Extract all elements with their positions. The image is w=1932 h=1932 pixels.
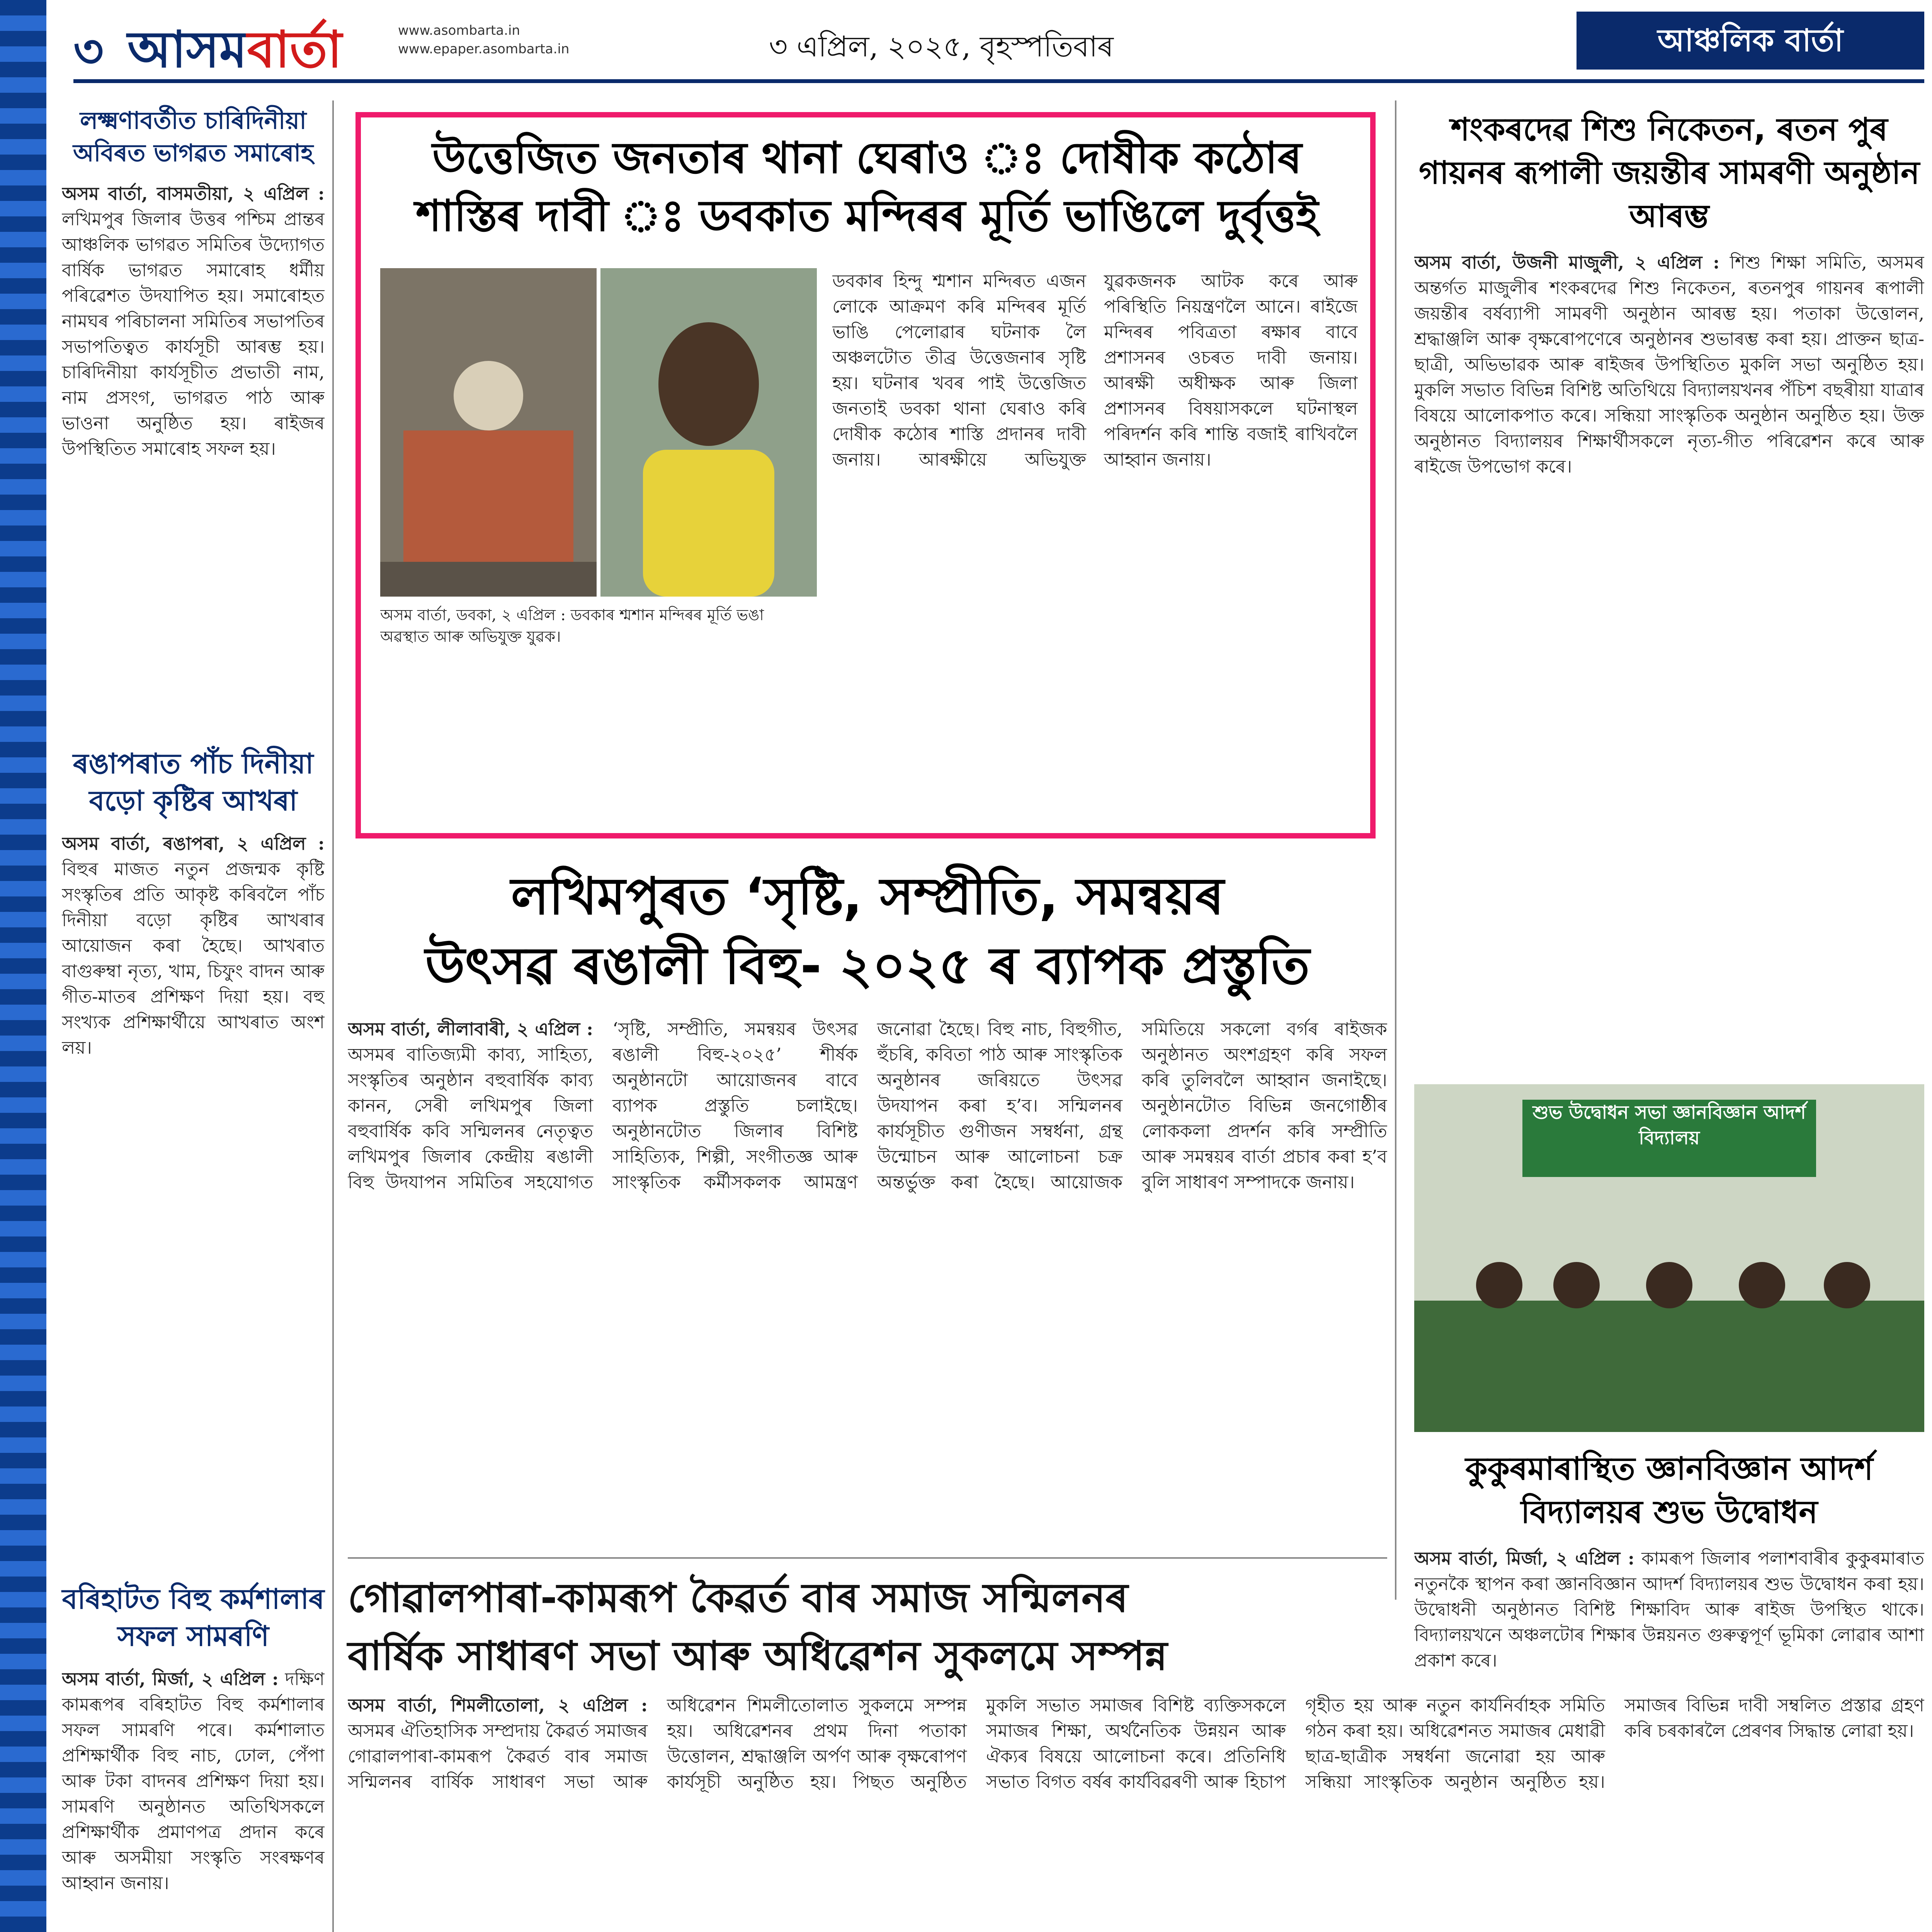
story-divider [348,1557,1387,1559]
story-text: দক্ষিণ কামৰূপৰ বৰিহাটত বিহু কৰ্মশালাৰ সফল সামৰণি পৰে। কৰ্মশালাত প্ৰশিক্ষাৰ্থীক বিহু নাচ, ঢোল, পেঁপা আৰু টকা বাদনৰ প্ৰশিক্ষণ দিয়া হয়। সামৰণি অনুষ্ঠানত অতিথিসকলে প্ৰশিক্ষাৰ্থীক প্ৰমাণপত্ৰ প্ৰদান কৰে আৰু অসমীয়া সংস্কৃতি সংৰক্ষণৰ আহ্বান জনায়। [62,1668,325,1893]
story-headline[interactable]: বৰিহাটত বিহু কৰ্মশালাৰ সফল সামৰণি [62,1583,325,1652]
photo-caption: অসম বাৰ্তা, ডবকা, ২ এপ্ৰিল : ডবকাৰ শ্মশান মন্দিৰৰ মূৰ্তি ভঙা অৱস্থাত আৰু অভিযুক্ত যুৱক। [380,606,764,646]
story-dateline: অসম বাৰ্তা, মিৰ্জা, ২ এপ্ৰিল : [62,1668,279,1689]
website-url[interactable]: www.asombarta.in [398,23,520,38]
issue-date: ৩ এপ্ৰিল, ২০২৫, বৃহস্পতিবাৰ [769,30,1114,63]
right-column [1414,108,1924,1797]
epaper-url[interactable]: www.epaper.asombarta.in [398,41,570,57]
story-body [62,181,325,730]
lakhimpur-story [348,862,1387,1557]
headline-line: গোৱালপাৰা-কামৰূপ কৈৱৰ্ত বাৰ সমাজ সন্মিলনৰ [348,1574,1128,1621]
headline-line: উৎসৱ ৰঙালী বিহু- ২০২৫ ৰ ব্যাপক প্ৰস্তুতি [425,936,1310,996]
story-dateline: অসম বাৰ্তা, ৰঙাপৰা, ২ এপ্ৰিল : [62,833,325,854]
story-headline[interactable]: লক্ষ্মণাবৰ্তীত চাৰিদিনীয়া অবিৰত ভাগৱত সমাৰোহ [73,106,313,167]
headline-line: বাৰ্ষিক সাধাৰণ সভা আৰু অধিৱেশন সুকলমে সম্পন্ন [348,1632,1168,1679]
top-story-body: ডবকাৰ হিন্দু শ্মশান মন্দিৰত এজন লোকে আক্ৰমণ কৰি মন্দিৰৰ মূৰ্তি ভাঙি পেলোৱাৰ ঘটনাক লৈ অঞ্চলটোত তীব্ৰ উত্তেজনাৰ সৃষ্টি হয়। ঘটনাৰ খবৰ পাই উত্তেজিত জনতাই ডবকা থানা ঘেৰাও কৰি দোষীক কঠোৰ শাস্তি প্ৰদানৰ দাবী জনায়। আৰক্ষীয়ে অভিযুক্ত যুৱকজনক আটক কৰে আৰু পৰিস্থিতি নিয়ন্ত্ৰণলৈ আনে। ৰাইজে মন্দিৰৰ পবিত্ৰতা ৰক্ষাৰ বাবে প্ৰশাসনৰ ওচৰত দাবী জনায়। আৰক্ষী অধীক্ষক আৰু জিলা প্ৰশাসনৰ বিষয়াসকলে ঘটনাস্থল পৰিদৰ্শন কৰি শান্তি বজাই ৰাখিবলৈ আহ্বান জনায়। [832,270,1358,470]
story-text: লখিমপুৰ জিলাৰ উত্তৰ পশ্চিম প্ৰান্তৰ আঞ্চলিক ভাগৱত সমিতিৰ উদ্যোগত বাৰ্ষিক ভাগৱত সমাৰোহ ধৰ্মীয় পৰিৱেশত উদযাপিত হয়। সমাৰোহত নামঘৰ পৰিচালনা সমিতিৰ সভাপতিৰ সভাপতিত্বত কাৰ্যসূচী আৰম্ভ হয়। চাৰিদিনীয়া কাৰ্যসূচীত প্ৰভাতী নাম, নাম প্ৰসংগ, ভাগৱত পাঠ আৰু ভাওনা অনুষ্ঠিত হয়। ৰাইজৰ উপস্থিতিত সমাৰোহ সফল হয়। [62,209,325,459]
story-dateline: অসম বাৰ্তা, শিমলীতোলা, ২ এপ্ৰিল : [348,1695,648,1716]
column-divider [332,100,334,1932]
goalpara-story [348,1569,1924,1932]
section-title: আঞ্চলিক বাৰ্তা [1577,12,1924,70]
photo-illustration [1414,1084,1924,1432]
logo-part1: আসম [128,20,247,79]
website-urls [398,21,569,58]
logo-part2: বাৰ্তা [247,20,342,79]
story-headline[interactable]: কুকুৰমাৰাস্থিত জ্ঞানবিজ্ঞান আদৰ্শ বিদ্যালয়ৰ শুভ উদ্বোধন [1465,1451,1873,1531]
story-body [348,1692,1924,1932]
masthead-rule [73,79,1924,83]
photo-illustration [600,268,817,597]
headline-line: উত্তেজিত জনতাৰ থানা ঘেৰাও ঃ দোষীক কঠোৰ [432,133,1302,183]
story-body [62,831,325,1565]
school-inauguration-photo [1414,1084,1924,1432]
story-headline[interactable] [348,862,1387,1001]
masthead [0,0,1932,93]
story-dateline: অসম বাৰ্তা, লীলাবাৰী, ২ এপ্ৰিল : [348,1019,593,1039]
story-text: অসমৰ ঐতিহাসিক সম্প্ৰদায় কৈৱৰ্ত সমাজৰ গোৱালপাৰা-কামৰূপ কৈৱৰ্ত বাৰ সমাজ সন্মিলনৰ বাৰ্ষিক সাধাৰণ সভা আৰু অধিৱেশন শিমলীতোলাত সুকলমে সম্পন্ন হয়। অধিৱেশনৰ প্ৰথম দিনা পতাকা উত্তোলন, শ্ৰদ্ধাঞ্জলি অৰ্পণ আৰু বৃক্ষৰোপণ কাৰ্যসূচী অনুষ্ঠিত হয়। পিছত অনুষ্ঠিত মুকলি সভাত সমাজৰ বিশিষ্ট ব্যক্তিসকলে সমাজৰ শিক্ষা, অৰ্থনৈতিক উন্নয়ন আৰু ঐক্যৰ বিষয়ে আলোচনা কৰে। প্ৰতিনিধি সভাত বিগত বৰ্ষৰ কাৰ্যবিৱৰণী আৰু হিচাপ গৃহীত হয় আৰু নতুন কাৰ্যনিৰ্বাহক সমিতি গঠন কৰা হয়। অধিৱেশনত সমাজৰ মেধাৱী ছাত্ৰ-ছাত্ৰীক সম্বৰ্ধনা জনোৱা হয় আৰু সন্ধিয়া সাংস্কৃতিক অনুষ্ঠান অনুষ্ঠিত হয়। সমাজৰ বিভিন্ন দাবী সম্বলিত প্ৰস্তাৱ গ্ৰহণ কৰি চৰকাৰলৈ প্ৰেৰণৰ সিদ্ধান্ত লোৱা হয়। [348,1695,1924,1792]
story-dateline: অসম বাৰ্তা, মিৰ্জা, ২ এপ্ৰিল : [1414,1548,1634,1569]
story-headline[interactable]: ৰঙাপৰাত পাঁচ দিনীয়া বড়ো কৃষ্টিৰ আখৰা [73,747,314,817]
story-body [348,1016,1387,1557]
top-story-headline[interactable] [376,129,1358,245]
accused-photo [600,268,817,597]
page-number: ৩ [73,25,104,78]
story-text: শিশু শিক্ষা সমিতি, অসমৰ অন্তৰ্গত মাজুলীৰ শংকৰদেৱ শিশু নিকেতন, ৰতনপুৰ গায়নৰ ৰূপালী জয়ন্তীৰ বৰ্ষব্যাপী সামৰণী অনুষ্ঠান আৰম্ভ হয়। পতাকা উত্তোলন, শ্ৰদ্ধাঞ্জলি আৰু বৃক্ষৰোপণেৰে অনুষ্ঠানৰ শুভাৰম্ভ কৰা হয়। প্ৰাক্তন ছাত্ৰ-ছাত্ৰী, অভিভাৱক আৰু ৰাইজৰ উপস্থিতিত মুকলি সভা অনুষ্ঠিত হয়। মুকলি সভাত বিভিন্ন বিশিষ্ট অতিথিয়ে বিদ্যালয়খনৰ পঁচিশ বছৰীয়া যাত্ৰাৰ বিষয়ে আলোকপাত কৰে। সন্ধিয়া সাংস্কৃতিক অনুষ্ঠান অনুষ্ঠিত হয়। উক্ত অনুষ্ঠানত বিদ্যালয়ৰ শিক্ষাৰ্থীসকলে নৃত্য-গীত পৰিৱেশন কৰে আৰু ৰাইজে উপভোগ কৰে। [1414,252,1924,477]
story-text: কামৰূপ জিলাৰ পলাশবাৰীৰ কুকুৰমাৰাত নতুনকৈ স্থাপন কৰা জ্ঞানবিজ্ঞান আদৰ্শ বিদ্যালয়ৰ শুভ উদ্বোধন কৰা হয়। উদ্বোধনী অনুষ্ঠানত বিশিষ্ট শিক্ষাবিদ আৰু ৰাইজ উপস্থিত থাকে। বিদ্যালয়খনে অঞ্চলটোৰ শিক্ষাৰ উন্নয়নত গুৰুত্বপূৰ্ণ ভূমিকা লোৱাৰ আশা প্ৰকাশ কৰে। [1414,1548,1924,1671]
page-edge-strip [0,0,46,1932]
story-headline[interactable]: শংকৰদেৱ শিশু নিকেতন, ৰতন পুৰ গায়নৰ ৰূপালী জয়ন্তীৰ সামৰণী অনুষ্ঠান আৰম্ভ [1419,111,1920,235]
temple-damage-photo [380,268,597,597]
photo-banner: শুভ উদ্বোধন সভা জ্ঞানবিজ্ঞান আদৰ্শ বিদ্যালয় [1522,1100,1816,1177]
column-divider [1395,100,1396,1600]
headline-line: শাস্তিৰ দাবী ঃ ডবকাত মন্দিৰৰ মূৰ্তি ভাঙিলে দুৰ্বৃত্তই [416,191,1318,241]
photo-illustration [380,268,597,597]
story-body [62,1666,325,1932]
story-headline[interactable] [348,1569,1924,1685]
top-story-box [355,112,1376,838]
story-text: বিহুৰ মাজত নতুন প্ৰজন্মক কৃষ্টি সংস্কৃতিৰ প্ৰতি আকৃষ্ট কৰিবলৈ পাঁচ দিনীয়া বড়ো কৃষ্টিৰ আখৰাৰ আয়োজন কৰা হৈছে। আখৰাত বাগুৰুম্বা নৃত্য, খাম, চিফুং বাদন আৰু গীত-মাতৰ প্ৰশিক্ষণ দিয়া হয়। বহু সংখ্যক প্ৰশিক্ষাৰ্থীয়ে আখৰাত অংশ লয়। [62,859,325,1058]
story-dateline: অসম বাৰ্তা, উজনী মাজুলী, ২ এপ্ৰিল : [1414,252,1720,273]
headline-line: লখিমপুৰত ‘সৃষ্টি, সম্প্ৰীতি, সমন্বয়ৰ [511,867,1224,926]
story-text: অসমৰ বাতিজ্যমী কাব্য, সাহিত্য, সংস্কৃতিৰ অনুষ্ঠান বহুবাৰ্ষিক কাব্য কানন, সেৰী লখিমপুৰ জিলা বহুবাৰ্ষিক কবি সন্মিলনৰ নেতৃত্বত লখিমপুৰ জিলাৰ কেন্দ্ৰীয় ৰঙালী বিহু উদযাপন সমিতিৰ সহযোগত ‘সৃষ্টি, সম্প্ৰীতি, সমন্বয়ৰ উৎসৱ ৰঙালী বিহু-২০২৫’ শীৰ্ষক অনুষ্ঠানটো আয়োজনৰ বাবে ব্যাপক প্ৰস্তুতি চলাইছে। অনুষ্ঠানটোত জিলাৰ বিশিষ্ট সাহিত্যিক, শিল্পী, সংগীতজ্ঞ আৰু সাংস্কৃতিক কৰ্মীসকলক আমন্ত্ৰণ জনোৱা হৈছে। বিহু নাচ, বিহুগীত, হুঁচৰি, কবিতা পাঠ আৰু সাংস্কৃতিক অনুষ্ঠানৰ জৰিয়তে উৎসৱ উদযাপন কৰা হ’ব। সন্মিলনৰ কাৰ্যসূচীত গুণীজন সম্বৰ্ধনা, গ্ৰন্থ উন্মোচন আৰু আলোচনা চক্ৰ অন্তৰ্ভুক্ত কৰা হৈছে। আয়োজক সমিতিয়ে সকলো বৰ্গৰ ৰাইজক অনুষ্ঠানত অংশগ্ৰহণ কৰি সফল কৰি তুলিবলৈ আহ্বান জনাইছে। অনুষ্ঠানটোত বিভিন্ন জনগোষ্ঠীৰ লোককলা প্ৰদৰ্শন কৰি সম্প্ৰীতি আৰু সমন্বয়ৰ বাৰ্তা প্ৰচাৰ কৰা হ’ব বুলি সাধাৰণ সম্পাদকে জনায়। [348,1019,1387,1192]
story-dateline: অসম বাৰ্তা, বাসমতীয়া, ২ এপ্ৰিল : [62,183,325,204]
left-column [62,104,325,1932]
story-body [1414,250,1924,1077]
